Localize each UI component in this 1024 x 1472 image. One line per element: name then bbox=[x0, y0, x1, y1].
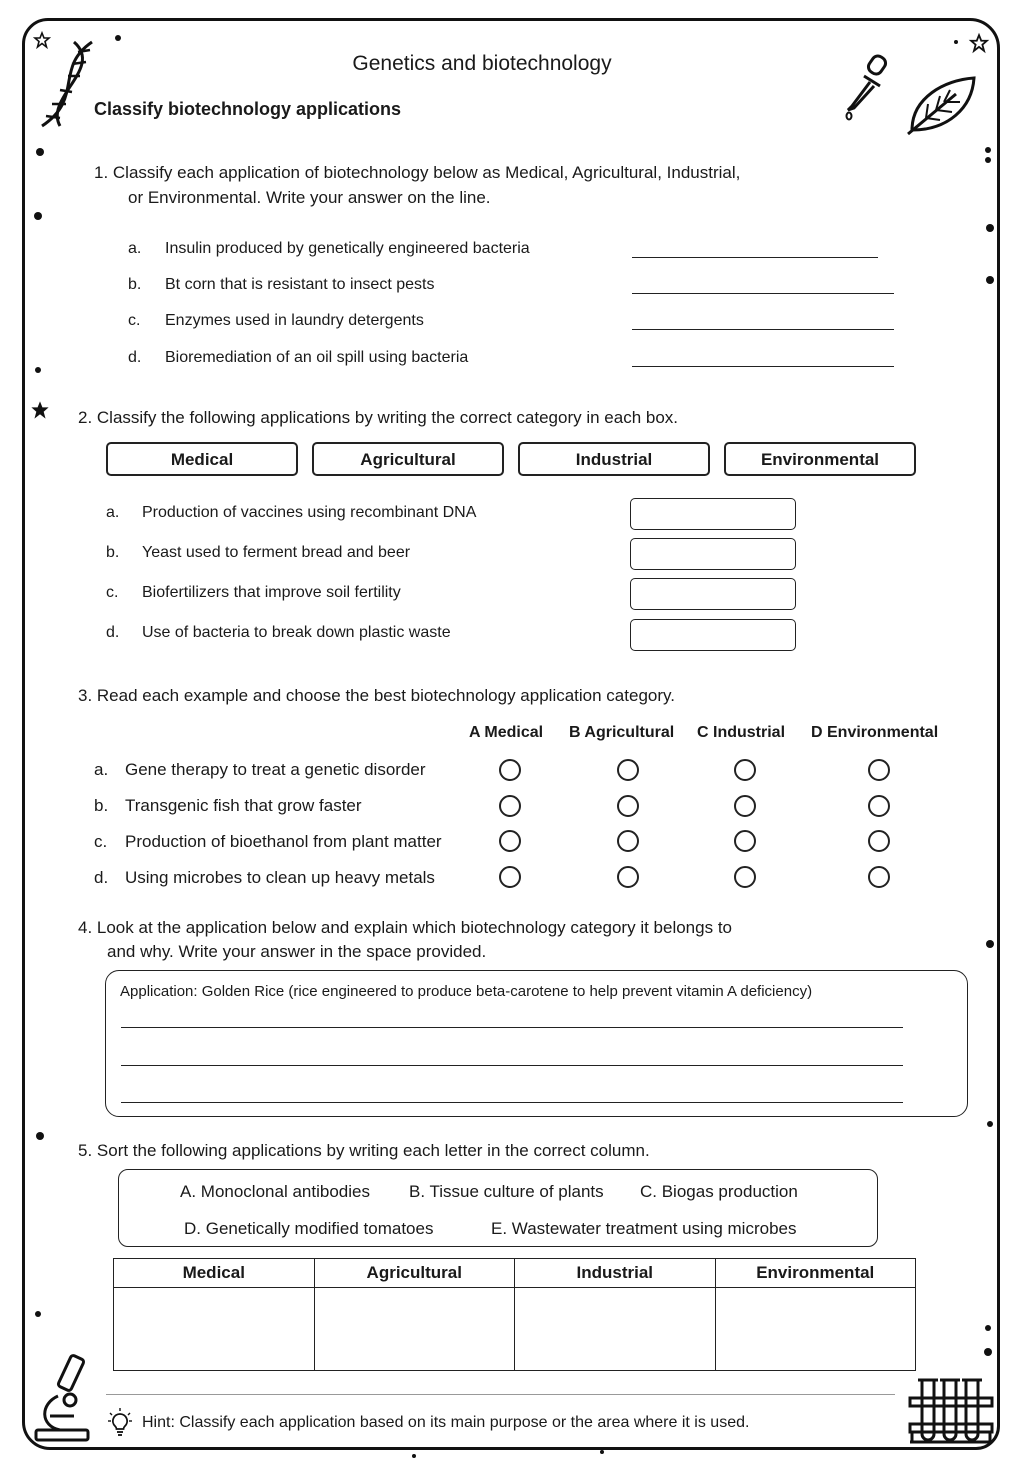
q5-column-environmental: Environmental bbox=[715, 1259, 916, 1288]
q2-item-text: Biofertilizers that improve soil fertility bbox=[142, 584, 401, 601]
q4-answer-line-3[interactable] bbox=[121, 1102, 903, 1103]
q3-item-letter: b. bbox=[94, 796, 109, 815]
q3b-radio-medical[interactable] bbox=[499, 795, 521, 817]
q4-prompt-line2: and why. Write your answer in the space provided. bbox=[107, 942, 487, 961]
lightbulb-icon bbox=[108, 1408, 132, 1438]
page-title: Genetics and biotechnology bbox=[352, 52, 612, 75]
q3d-radio-agricultural[interactable] bbox=[617, 866, 639, 888]
q5-bank-item: A. Monoclonal antibodies bbox=[180, 1182, 370, 1201]
q3a-radio-environmental[interactable] bbox=[868, 759, 890, 781]
q1-item-text: Bt corn that is resistant to insect pests bbox=[165, 276, 435, 293]
q1-answer-line-a[interactable] bbox=[632, 257, 878, 258]
q4-application-text: Application: Golden Rice (rice engineered to produce beta-carotene to help prevent vitamin A deficiency) bbox=[120, 983, 813, 1000]
q5-cell-agricultural[interactable] bbox=[314, 1288, 515, 1371]
q3d-radio-environmental[interactable] bbox=[868, 866, 890, 888]
q2-item-text: Production of vaccines using recombinant DNA bbox=[142, 504, 477, 521]
q3c-radio-medical[interactable] bbox=[499, 830, 521, 852]
q3-item-text: Transgenic fish that grow faster bbox=[125, 796, 362, 815]
q5-column-agricultural: Agricultural bbox=[314, 1259, 515, 1288]
q3a-radio-medical[interactable] bbox=[499, 759, 521, 781]
q3-item-text: Gene therapy to treat a genetic disorder bbox=[125, 760, 426, 779]
q3b-radio-industrial[interactable] bbox=[734, 795, 756, 817]
q4-answer-line-2[interactable] bbox=[121, 1065, 903, 1066]
q1-answer-line-d[interactable] bbox=[632, 366, 894, 367]
q5-prompt: 5. Sort the following applications by writing each letter in the correct column. bbox=[78, 1141, 650, 1160]
q2-answer-box-b[interactable] bbox=[630, 538, 796, 570]
q2-category-environmental: Environmental bbox=[724, 442, 916, 476]
q1-prompt-line2: or Environmental. Write your answer on the line. bbox=[128, 188, 491, 207]
q3a-radio-agricultural[interactable] bbox=[617, 759, 639, 781]
q5-cell-medical[interactable] bbox=[114, 1288, 315, 1371]
q2-answer-box-d[interactable] bbox=[630, 619, 796, 651]
q3-option-c-header: C Industrial bbox=[697, 724, 786, 741]
q1-item-text: Bioremediation of an oil spill using bacteria bbox=[165, 349, 469, 366]
hint-text: Hint: Classify each application based on its main purpose or the area where it is used. bbox=[142, 1414, 750, 1431]
q2-item-text: Yeast used to ferment bread and beer bbox=[142, 544, 411, 561]
q4-prompt-line1: 4. Look at the application below and explain which biotechnology category it belongs to bbox=[78, 918, 732, 937]
q3b-radio-agricultural[interactable] bbox=[617, 795, 639, 817]
q5-cell-environmental[interactable] bbox=[715, 1288, 916, 1371]
q1-answer-line-b[interactable] bbox=[632, 293, 894, 294]
q5-column-medical: Medical bbox=[114, 1259, 315, 1288]
q1-item-text: Insulin produced by genetically engineered bacteria bbox=[165, 240, 530, 257]
q3-item-letter: d. bbox=[94, 868, 109, 887]
q2-category-agricultural: Agricultural bbox=[312, 442, 504, 476]
q1-prompt-line1: 1. Classify each application of biotechnology below as Medical, Agricultural, Industrial, bbox=[94, 163, 741, 182]
q2-item-letter: a. bbox=[106, 504, 120, 521]
q5-bank-item: B. Tissue culture of plants bbox=[409, 1182, 604, 1201]
q2-prompt: 2. Classify the following applications by writing the correct category in each box. bbox=[78, 408, 679, 427]
q3d-radio-industrial[interactable] bbox=[734, 866, 756, 888]
q2-item-letter: c. bbox=[106, 584, 119, 601]
q3b-radio-environmental[interactable] bbox=[868, 795, 890, 817]
q3c-radio-industrial[interactable] bbox=[734, 830, 756, 852]
q5-bank-item: E. Wastewater treatment using microbes bbox=[491, 1219, 797, 1238]
q3-option-a-header: A Medical bbox=[469, 724, 544, 741]
q1-item-letter: b. bbox=[128, 276, 142, 293]
q5-bank-item: D. Genetically modified tomatoes bbox=[184, 1219, 434, 1238]
q1-item-letter: d. bbox=[128, 349, 142, 366]
q2-item-text: Use of bacteria to break down plastic waste bbox=[142, 624, 451, 641]
worksheet-subtitle: Classify biotechnology applications bbox=[94, 99, 402, 119]
q3-option-d-header: D Environmental bbox=[811, 724, 939, 741]
q2-item-letter: b. bbox=[106, 544, 120, 561]
q2-answer-box-c[interactable] bbox=[630, 578, 796, 610]
q5-column-industrial: Industrial bbox=[515, 1259, 716, 1288]
q5-bank-item: C. Biogas production bbox=[640, 1182, 798, 1201]
q5-sort-table bbox=[113, 1258, 916, 1371]
q3c-radio-agricultural[interactable] bbox=[617, 830, 639, 852]
q3d-radio-medical[interactable] bbox=[499, 866, 521, 888]
q3-item-letter: a. bbox=[94, 760, 109, 779]
q3-prompt: 3. Read each example and choose the best biotechnology application category. bbox=[78, 686, 675, 705]
q3a-radio-industrial[interactable] bbox=[734, 759, 756, 781]
q1-item-letter: c. bbox=[128, 312, 141, 329]
q5-cell-industrial[interactable] bbox=[515, 1288, 716, 1371]
q2-category-medical: Medical bbox=[106, 442, 298, 476]
q4-answer-line-1[interactable] bbox=[121, 1027, 903, 1028]
q2-answer-box-a[interactable] bbox=[630, 498, 796, 530]
q3-option-b-header: B Agricultural bbox=[569, 724, 675, 741]
q3-item-text: Using microbes to clean up heavy metals bbox=[125, 868, 435, 887]
q3-item-text: Production of bioethanol from plant matter bbox=[125, 832, 442, 851]
q1-item-text: Enzymes used in laundry detergents bbox=[165, 312, 424, 329]
q3-item-letter: c. bbox=[94, 832, 108, 851]
q2-item-letter: d. bbox=[106, 624, 120, 641]
q3c-radio-environmental[interactable] bbox=[868, 830, 890, 852]
q2-category-industrial: Industrial bbox=[518, 442, 710, 476]
q1-answer-line-c[interactable] bbox=[632, 329, 894, 330]
q1-item-letter: a. bbox=[128, 240, 142, 257]
hint-divider bbox=[106, 1394, 895, 1395]
